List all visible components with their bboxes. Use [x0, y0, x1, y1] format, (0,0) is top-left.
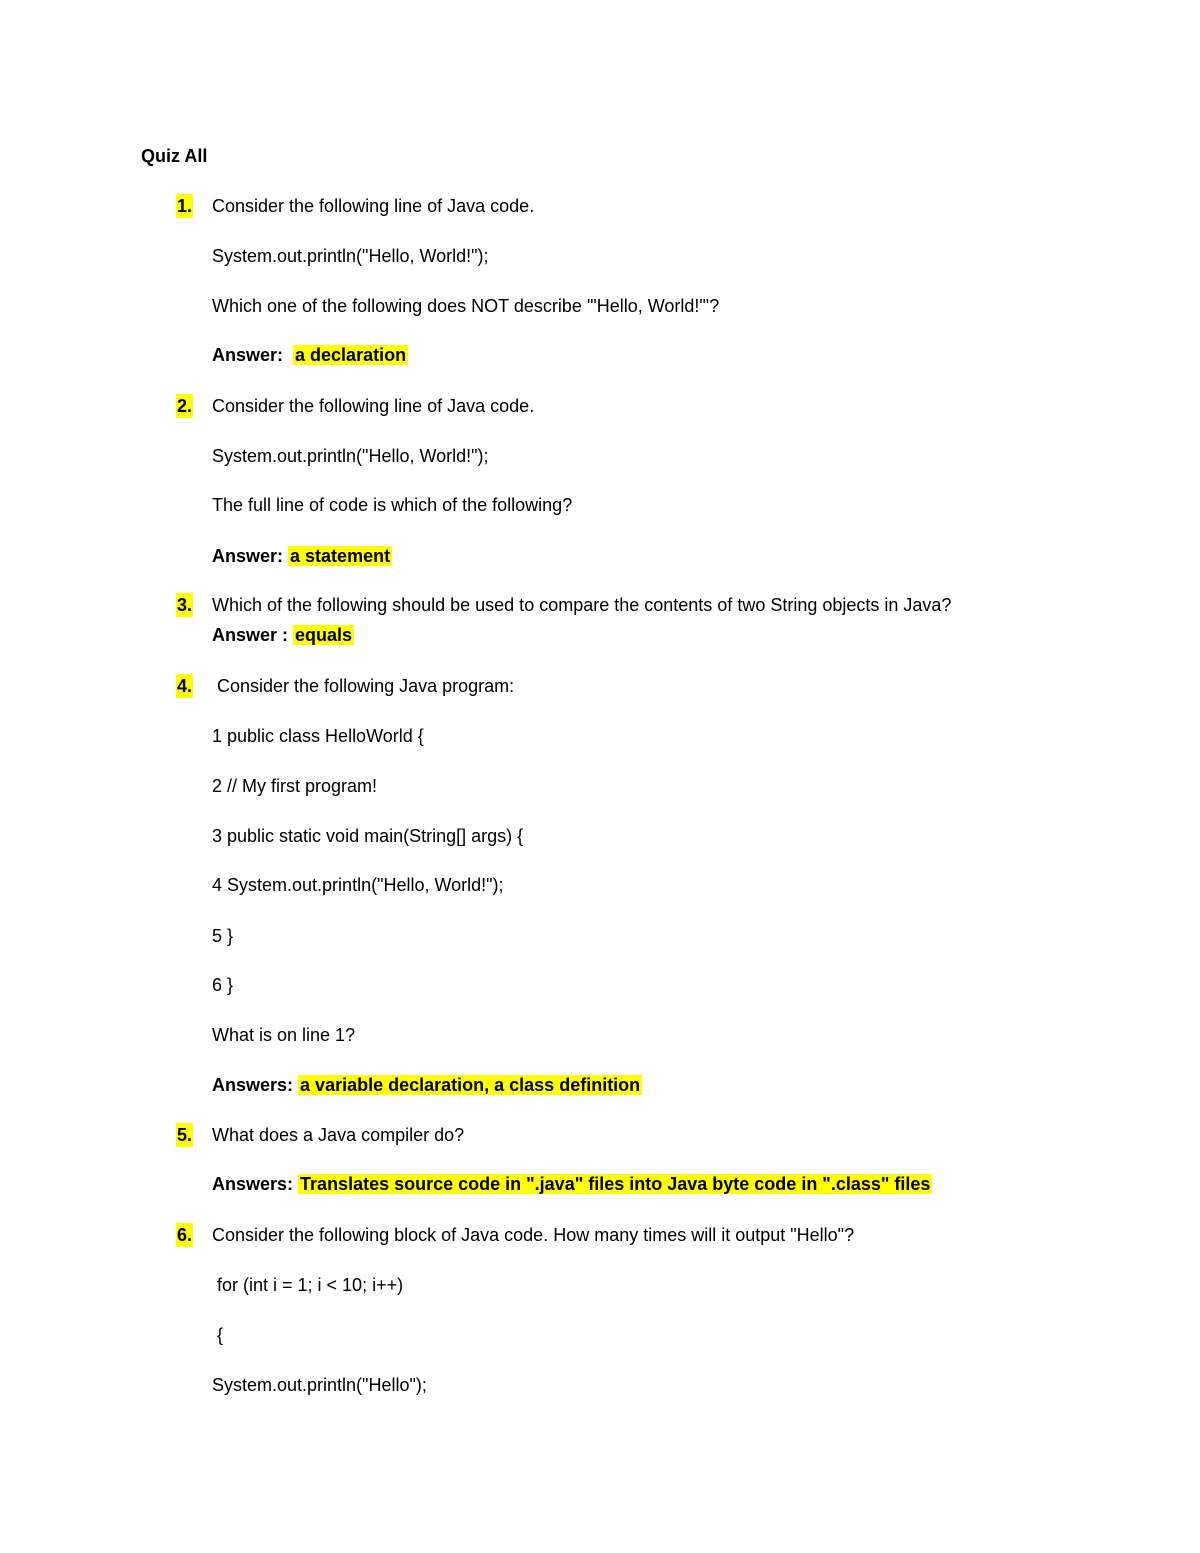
answer-label: Answers: [212, 1075, 294, 1095]
question-4-prompt: Consider the following Java program: [217, 676, 515, 696]
code-line-5: 5 } [212, 926, 234, 946]
code-line-6: 6 } [212, 975, 234, 995]
question-6-prompt: Consider the following block of Java code. How many times will it output "Hello"? [212, 1225, 855, 1245]
question-2-prompt: Consider the following line of Java code. [212, 396, 535, 416]
code-line-3: 3 public static void main(String[] args) { [212, 826, 524, 846]
question-5-answer [212, 1172, 932, 1196]
answer-value: a statement [290, 546, 391, 566]
code-line-3: System.out.println("Hello"); [212, 1375, 427, 1395]
question-4-text: What is on line 1? [212, 1025, 356, 1045]
code-line-2: { [217, 1325, 224, 1345]
question-1-prompt: Consider the following line of Java code. [212, 196, 535, 216]
question-3-number: 3. [177, 595, 193, 615]
answer-label: Answers: [212, 1174, 294, 1194]
answer-label: Answer: [212, 345, 284, 365]
question-5-number: 5. [177, 1125, 193, 1145]
answer-label: Answer : [212, 625, 289, 645]
question-1-number: 1. [177, 196, 193, 216]
question-1-text: Which one of the following does NOT describe '"Hello, World!"'? [212, 296, 720, 316]
answer-value: a declaration [295, 345, 407, 365]
answer-value: a variable declaration, a class definition [300, 1075, 641, 1095]
question-2-text: The full line of code is which of the following? [212, 495, 573, 515]
code-line-1: 1 public class HelloWorld { [212, 726, 424, 746]
code-line-4: 4 System.out.println("Hello, World!"); [212, 875, 504, 895]
code-line-1: for (int i = 1; i < 10; i++) [217, 1275, 404, 1295]
question-3-answer [212, 623, 354, 647]
question-2-number: 2. [177, 396, 193, 416]
question-1-code: System.out.println("Hello, World!"); [212, 246, 489, 266]
question-3-prompt: Which of the following should be used to compare the contents of two String objects in Java? [212, 595, 952, 615]
question-2-answer [212, 544, 392, 568]
question-2-code: System.out.println("Hello, World!"); [212, 446, 489, 466]
question-5-prompt: What does a Java compiler do? [212, 1125, 465, 1145]
question-4-answer [212, 1073, 642, 1097]
answer-value: equals [295, 625, 353, 645]
question-4-number: 4. [177, 676, 193, 696]
question-6-number: 6. [177, 1225, 193, 1245]
answer-value: Translates source code in ".java" files into Java byte code in ".class" files [300, 1174, 931, 1194]
answer-label: Answer: [212, 546, 284, 566]
page-title: Quiz All [141, 146, 208, 166]
code-line-2: 2 // My first program! [212, 776, 378, 796]
question-1-answer [212, 343, 408, 367]
